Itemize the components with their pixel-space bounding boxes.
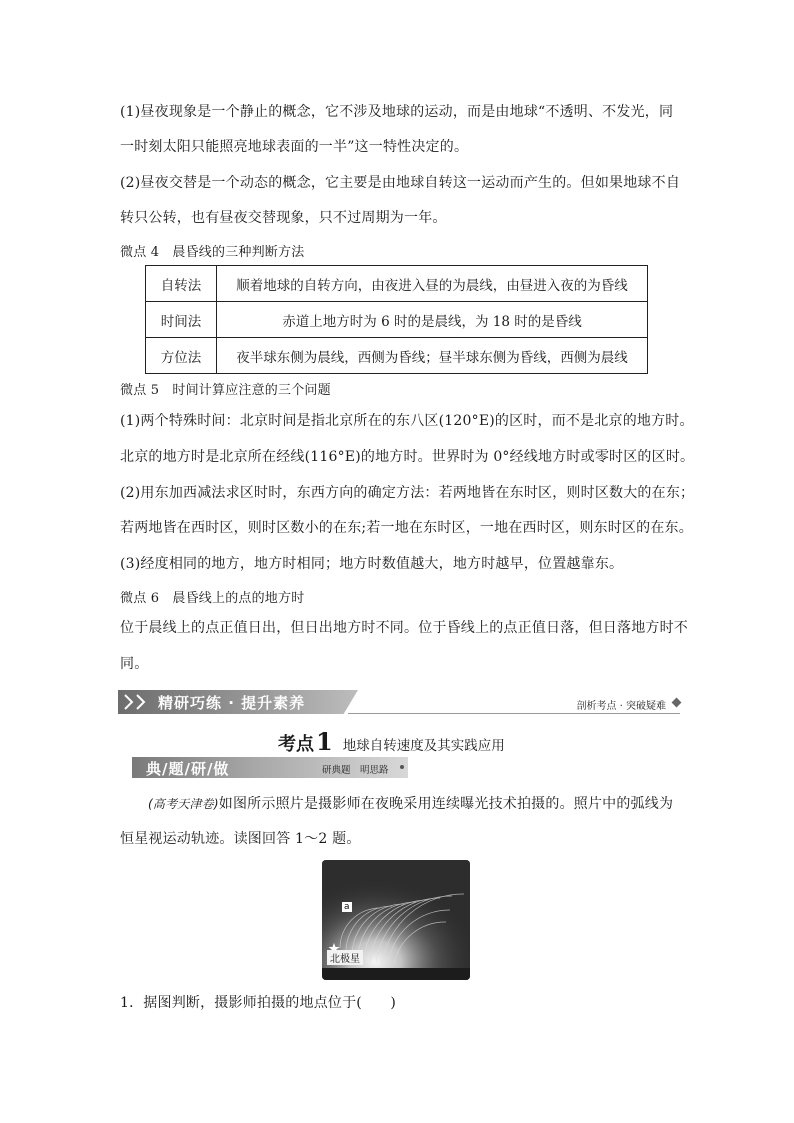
method-cell: 方位法 (146, 338, 217, 374)
table-row (146, 302, 648, 338)
paragraph-1-line-2: 一时刻太阳只能照亮地球表面的一半”这一特性决定的。 (120, 139, 469, 155)
chevron-right-icon (136, 694, 146, 710)
subsection-title: 典/题/研/做 (146, 760, 230, 778)
rule-cell: 顺着地球的自转方向，由夜进入昼的为晨线，由昼进入夜的为昏线 (217, 266, 648, 302)
exam-point-number: 1 (316, 727, 333, 756)
paragraph-2-line-2: 转只公转，也有昼夜交替现象，只不过周期为一年。 (120, 210, 447, 226)
point-5-line-4: 若两地皆在西时区，则时区数小的在东;若一地在东时区，一地在西时区，则东时区的在东。 (120, 520, 693, 536)
question-intro-text: 如图所示照片是摄影师在夜晚采用连续曝光技术拍摄的。照片中的弧线为 (218, 796, 674, 812)
point-5-line-1: (1)两个特殊时间：北京时间是指北京所在的东八区(120°E)的区时，而不是北京的地方时。 (120, 413, 694, 429)
subsection-subtitle: 研典题 明思路 (322, 765, 389, 776)
dot-icon (400, 765, 404, 769)
exam-point-title: 地球自转速度及其实践应用 (342, 738, 505, 754)
point-6-line-1: 位于晨线上的点正值日出，但日出地方时不同。位于昏线上的点正值日落，但日落地方时不 (120, 620, 688, 636)
marker-a-label: a (344, 902, 350, 912)
table-row (146, 338, 648, 374)
point-6-heading: 微点 6 晨昏线上的点的地方时 (120, 591, 305, 606)
exam-point-heading (278, 727, 505, 756)
point-5-line-3: (2)用东加西减法求区时时，东西方向的确定方法：若两地皆在东时区，则时区数大的在东； (120, 485, 695, 501)
exam-point-label: 考点 (278, 734, 314, 755)
terminator-methods-table (145, 265, 648, 374)
point-6-line-2: 同。 (120, 656, 149, 672)
method-cell: 时间法 (146, 302, 217, 338)
question-intro-line-2: 恒星视运动轨迹。读图回答 1～2 题。 (120, 831, 361, 847)
diamond-icon (672, 698, 682, 708)
subsection-banner (132, 757, 408, 778)
rule-cell: 夜半球东侧为晨线，西侧为昏线；昼半球东侧为昏线，西侧为晨线 (217, 338, 648, 374)
point-4-heading: 微点 4 晨昏线的三种判断方法 (120, 245, 305, 260)
question-source: (高考天津卷) (148, 797, 219, 811)
point-5-heading: 微点 5 时间计算应注意的三个问题 (120, 383, 331, 398)
point-5-line-2: 北京的地方时是北京所在经线(116°E)的地方时。世界时为 0°经线地方时或零时区的区时。 (120, 449, 695, 465)
polaris-label: 北极星 (327, 950, 363, 965)
section-banner (118, 690, 680, 714)
chevron-right-icon (124, 694, 134, 710)
method-cell: 自转法 (146, 266, 217, 302)
paragraph-1-line-1: (1)昼夜现象是一个静止的概念，它不涉及地球的运动，而是由地球“不透明、不发光，同 (120, 104, 674, 120)
question-intro-line-1 (148, 793, 673, 813)
question-1: 1．据图判断，摄影师拍摄的地点位于( ) (120, 995, 397, 1011)
banner-divider (348, 713, 680, 714)
table-row (146, 266, 648, 302)
point-5-line-5: (3)经度相同的地方，地方时相同；地方时数值越大，地方时越早，位置越靠东。 (120, 556, 624, 572)
paragraph-2-line-1: (2)昼夜交替是一个动态的概念，它主要是由地球自转这一运动而产生的。但如果地球不自 (120, 175, 681, 191)
banner-subtitle: 剖析考点 · 突破疑难 (576, 701, 666, 712)
star-trail-photo (322, 860, 470, 980)
rule-cell: 赤道上地方时为 6 时的是晨线，为 18 时的是昏线 (217, 302, 648, 338)
banner-title: 精研巧练 · 提升素养 (158, 694, 306, 712)
